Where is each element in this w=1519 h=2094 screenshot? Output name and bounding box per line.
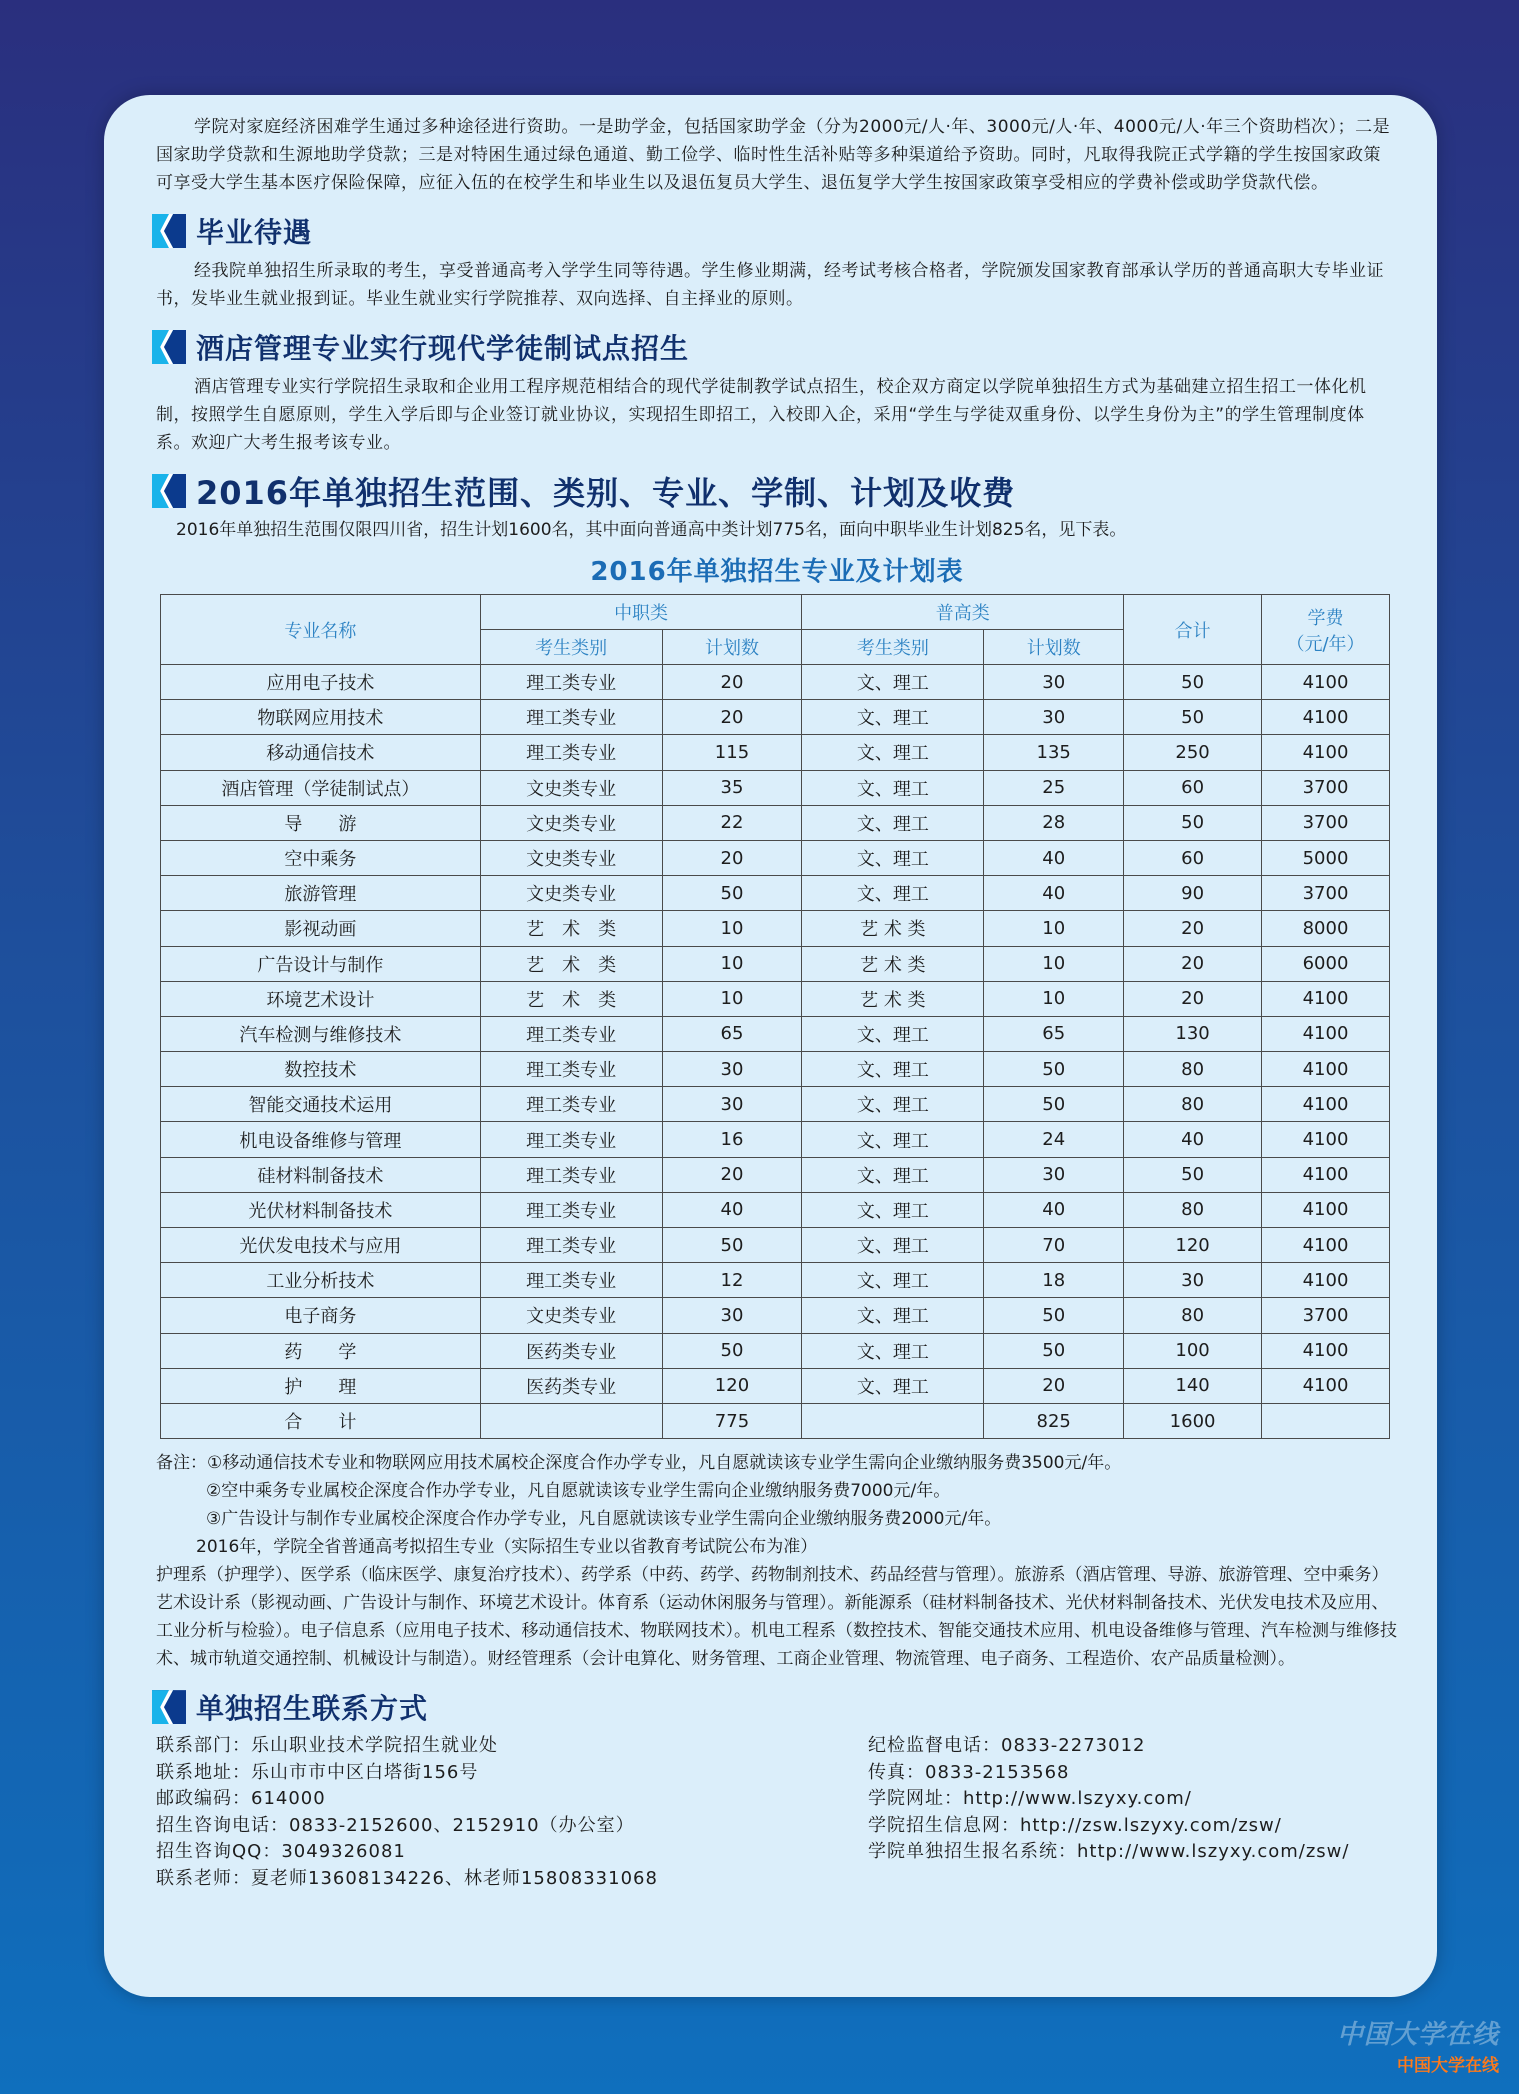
cell-zz-category: 理工类专业 bbox=[480, 1052, 662, 1087]
cell-fee: 4100 bbox=[1262, 981, 1390, 1016]
cell-zz-category: 理工类专业 bbox=[480, 735, 662, 770]
section-header-graduation bbox=[152, 211, 1398, 251]
cell-zz-category: 文史类专业 bbox=[480, 805, 662, 840]
cell-total: 60 bbox=[1124, 840, 1262, 875]
cell-total: 80 bbox=[1124, 1052, 1262, 1087]
section-title: 单独招生联系方式 bbox=[196, 1692, 429, 1726]
table-row bbox=[161, 1298, 1390, 1333]
cell-fee: 4100 bbox=[1262, 1263, 1390, 1298]
cell-total: 90 bbox=[1124, 876, 1262, 911]
cell-pg-plan: 135 bbox=[984, 735, 1124, 770]
cell-total: 20 bbox=[1124, 946, 1262, 981]
cell-pg-plan: 70 bbox=[984, 1228, 1124, 1263]
cell-fee: 4100 bbox=[1262, 700, 1390, 735]
cell-zz-category: 理工类专业 bbox=[480, 700, 662, 735]
cell-pg-plan: 24 bbox=[984, 1122, 1124, 1157]
content-body bbox=[156, 113, 1398, 1892]
cell-major: 护 理 bbox=[161, 1368, 481, 1403]
cell-fee: 3700 bbox=[1262, 1298, 1390, 1333]
cell-pg-category: 文、理工 bbox=[802, 1228, 984, 1263]
table-row bbox=[161, 1122, 1390, 1157]
table-row bbox=[161, 1368, 1390, 1403]
cell-zz-plan: 20 bbox=[662, 840, 802, 875]
cell-total: 80 bbox=[1124, 1298, 1262, 1333]
cell-fee: 8000 bbox=[1262, 911, 1390, 946]
note-majors-heading: 2016年，学院全省普通高考拟招生专业（实际招生专业以省教育考试院公布为准） bbox=[196, 1537, 818, 1558]
total-cell-pg-category bbox=[802, 1403, 984, 1438]
cell-fee: 4100 bbox=[1262, 1052, 1390, 1087]
contact-address: 联系地址：乐山市市中区白塔街156号 bbox=[156, 1761, 479, 1783]
cell-pg-plan: 20 bbox=[984, 1368, 1124, 1403]
header-plan: 计划数 bbox=[984, 630, 1124, 665]
cell-total: 30 bbox=[1124, 1263, 1262, 1298]
cell-pg-plan: 30 bbox=[984, 665, 1124, 700]
cell-fee: 4100 bbox=[1262, 1228, 1390, 1263]
cell-zz-plan: 16 bbox=[662, 1122, 802, 1157]
cell-major: 数控技术 bbox=[161, 1052, 481, 1087]
cell-major: 电子商务 bbox=[161, 1298, 481, 1333]
note-2: ②空中乘务专业属校企深度合作办学专业，凡自愿就读该专业学生需向企业缴纳服务费7000元/年。 bbox=[206, 1481, 951, 1502]
cell-pg-category: 文、理工 bbox=[802, 1192, 984, 1227]
hotel-paragraph: 酒店管理专业实行学院招生录取和企业用工程序规范相结合的现代学徒制教学试点招生，校企双方商定以学院单独招生方式为基础建立招生招工一体化机制，按照学生自愿原则，学生入学后即与企业签订就业协议，实现招生即招工，入校即入企，采用“学生与学徒双重身份、以学生身份为主”的学生管理制度体系。欢迎广大考生报考该专业。 bbox=[156, 377, 1367, 453]
header-putong: 普高类 bbox=[802, 595, 1124, 630]
cell-zz-category: 医药类专业 bbox=[480, 1368, 662, 1403]
table-row bbox=[161, 665, 1390, 700]
cell-zz-category: 理工类专业 bbox=[480, 1087, 662, 1122]
cell-total: 130 bbox=[1124, 1016, 1262, 1051]
content-card bbox=[104, 95, 1437, 1997]
table-row bbox=[161, 735, 1390, 770]
cell-pg-category: 文、理工 bbox=[802, 1368, 984, 1403]
cell-pg-plan: 50 bbox=[984, 1298, 1124, 1333]
cell-pg-category: 艺 术 类 bbox=[802, 911, 984, 946]
table-row bbox=[161, 840, 1390, 875]
total-cell-zz-category bbox=[480, 1403, 662, 1438]
cell-total: 60 bbox=[1124, 770, 1262, 805]
cell-zz-category: 医药类专业 bbox=[480, 1333, 662, 1368]
cell-total: 50 bbox=[1124, 700, 1262, 735]
aid-paragraph: 学院对家庭经济困难学生通过多种途径进行资助。一是助学金，包括国家助学金（分为2000元/人·年、3000元/人·年、4000元/人·年三个资助档次）；二是国家助学贷款和生源地助学贷款；三是对特困生通过绿色通道、勤工俭学、临时性生活补贴等多种渠道给予资助。同时，凡取得我院正式学籍的学生按国家政策可享受大学生基本医疗保险保障，应征入伍的在校学生和毕业生以及退伍复员大学生、退伍复学大学生按国家政策享受相应的学费补偿或助学贷款代偿。 bbox=[156, 117, 1391, 193]
cell-fee: 4100 bbox=[1262, 1368, 1390, 1403]
cell-major: 智能交通技术运用 bbox=[161, 1087, 481, 1122]
cell-zz-category: 艺 术 类 bbox=[480, 946, 662, 981]
cell-zz-category: 理工类专业 bbox=[480, 1228, 662, 1263]
cell-total: 140 bbox=[1124, 1368, 1262, 1403]
header-major: 专业名称 bbox=[161, 595, 481, 665]
section-marker-icon bbox=[152, 214, 186, 248]
cell-pg-category: 文、理工 bbox=[802, 876, 984, 911]
section-marker-icon bbox=[152, 474, 186, 508]
cell-pg-category: 文、理工 bbox=[802, 1333, 984, 1368]
cell-fee: 3700 bbox=[1262, 876, 1390, 911]
contact-supervision-phone: 纪检监督电话：0833-2273012 bbox=[868, 1735, 1146, 1757]
cell-pg-category: 艺 术 类 bbox=[802, 981, 984, 1016]
cell-zz-plan: 50 bbox=[662, 1333, 802, 1368]
table-row bbox=[161, 1157, 1390, 1192]
contact-fax: 传真：0833-2153568 bbox=[868, 1761, 1070, 1783]
cell-major: 物联网应用技术 bbox=[161, 700, 481, 735]
notes bbox=[156, 1449, 1398, 1673]
total-cell-zz-plan: 775 bbox=[662, 1403, 802, 1438]
header-category: 考生类别 bbox=[480, 630, 662, 665]
cell-zz-plan: 20 bbox=[662, 700, 802, 735]
cell-total: 50 bbox=[1124, 665, 1262, 700]
section-title: 酒店管理专业实行现代学徒制试点招生 bbox=[196, 332, 690, 365]
cell-major: 广告设计与制作 bbox=[161, 946, 481, 981]
cell-pg-category: 文、理工 bbox=[802, 1016, 984, 1051]
cell-zz-plan: 40 bbox=[662, 1192, 802, 1227]
header-fee-label: 学费 bbox=[1307, 607, 1344, 629]
contact-admissions-site-link[interactable]: 学院招生信息网：http://zsw.lszyxy.com/zsw/ bbox=[868, 1814, 1282, 1836]
cell-major: 光伏发电技术与应用 bbox=[161, 1228, 481, 1263]
cell-major: 导 游 bbox=[161, 805, 481, 840]
cell-zz-plan: 12 bbox=[662, 1263, 802, 1298]
cell-pg-plan: 30 bbox=[984, 700, 1124, 735]
cell-major: 环境艺术设计 bbox=[161, 981, 481, 1016]
cell-zz-plan: 20 bbox=[662, 665, 802, 700]
cell-zz-category: 理工类专业 bbox=[480, 665, 662, 700]
cell-total: 20 bbox=[1124, 911, 1262, 946]
cell-pg-plan: 10 bbox=[984, 946, 1124, 981]
cell-total: 250 bbox=[1124, 735, 1262, 770]
cell-fee: 4100 bbox=[1262, 1333, 1390, 1368]
cell-pg-plan: 10 bbox=[984, 981, 1124, 1016]
cell-zz-plan: 10 bbox=[662, 981, 802, 1016]
table-row bbox=[161, 1192, 1390, 1227]
contact-postcode: 邮政编码：614000 bbox=[156, 1788, 326, 1810]
cell-pg-plan: 50 bbox=[984, 1087, 1124, 1122]
cell-zz-category: 文史类专业 bbox=[480, 1298, 662, 1333]
scope-intro: 2016年单独招生范围仅限四川省，招生计划1600名，其中面向普通高中类计划775名，面向中职毕业生计划825名，见下表。 bbox=[176, 520, 1127, 540]
cell-zz-plan: 10 bbox=[662, 911, 802, 946]
table-row bbox=[161, 911, 1390, 946]
cell-major: 硅材料制备技术 bbox=[161, 1157, 481, 1192]
cell-zz-category: 艺 术 类 bbox=[480, 911, 662, 946]
cell-pg-category: 文、理工 bbox=[802, 735, 984, 770]
cell-pg-plan: 50 bbox=[984, 1333, 1124, 1368]
cell-zz-plan: 35 bbox=[662, 770, 802, 805]
cell-major: 光伏材料制备技术 bbox=[161, 1192, 481, 1227]
cell-pg-plan: 28 bbox=[984, 805, 1124, 840]
section-title: 毕业待遇 bbox=[196, 216, 313, 249]
header-fee-unit: （元/年） bbox=[1286, 633, 1365, 655]
cell-zz-category: 文史类专业 bbox=[480, 770, 662, 805]
watermark-text: 中国大学在线 bbox=[1397, 2056, 1499, 2076]
cell-zz-plan: 120 bbox=[662, 1368, 802, 1403]
cell-fee: 5000 bbox=[1262, 840, 1390, 875]
note-majors-list: 护理系（护理学）、医学系（临床医学、康复治疗技术）、药学系（中药、药学、药物制剂技术、药品经营与管理）。旅游系（酒店管理、导游、旅游管理、空中乘务）艺术设计系（影视动画、广告设计与制作、环境艺术设计。体育系（运动休闲服务与管理）。新能源系（硅材料制备技术、光伏材料制备技术、光伏发电技术及应用、工业分析与检验）。电子信息系（应用电子技术、移动通信技术、物联网技术）。机电工程系（数控技术、智能交通技术应用、机电设备维修与管理、汽车检测与维修技术、城市轨道交通控制、机械设计与制造）。财经管理系（会计电算化、财务管理、工商企业管理、物流管理、电子商务、工程造价、农产品质量检测）。 bbox=[156, 1565, 1397, 1670]
table-row bbox=[161, 876, 1390, 911]
cell-pg-plan: 30 bbox=[984, 1157, 1124, 1192]
cell-major: 影视动画 bbox=[161, 911, 481, 946]
total-cell-total: 1600 bbox=[1124, 1403, 1262, 1438]
cell-pg-category: 文、理工 bbox=[802, 1298, 984, 1333]
section-header-scope bbox=[152, 471, 1398, 511]
cell-zz-plan: 50 bbox=[662, 1228, 802, 1263]
cell-zz-category: 理工类专业 bbox=[480, 1157, 662, 1192]
cell-pg-plan: 25 bbox=[984, 770, 1124, 805]
table-row bbox=[161, 981, 1390, 1016]
cell-fee: 4100 bbox=[1262, 1122, 1390, 1157]
cell-fee: 4100 bbox=[1262, 1157, 1390, 1192]
cell-major: 移动通信技术 bbox=[161, 735, 481, 770]
contact-department: 联系部门：乐山职业技术学院招生就业处 bbox=[156, 1735, 498, 1757]
cell-pg-plan: 50 bbox=[984, 1052, 1124, 1087]
cell-total: 50 bbox=[1124, 805, 1262, 840]
cell-fee: 4100 bbox=[1262, 735, 1390, 770]
cell-zz-plan: 30 bbox=[662, 1087, 802, 1122]
cell-pg-category: 文、理工 bbox=[802, 1122, 984, 1157]
cell-pg-category: 文、理工 bbox=[802, 805, 984, 840]
cell-pg-category: 文、理工 bbox=[802, 665, 984, 700]
cell-total: 50 bbox=[1124, 1157, 1262, 1192]
cell-fee: 6000 bbox=[1262, 946, 1390, 981]
cell-zz-plan: 20 bbox=[662, 1157, 802, 1192]
table-row bbox=[161, 1087, 1390, 1122]
watermark-logo: 中国大学在线 bbox=[1336, 2020, 1499, 2050]
cell-major: 药 学 bbox=[161, 1333, 481, 1368]
table-row bbox=[161, 946, 1390, 981]
cell-total: 20 bbox=[1124, 981, 1262, 1016]
cell-major: 空中乘务 bbox=[161, 840, 481, 875]
cell-zz-plan: 65 bbox=[662, 1016, 802, 1051]
cell-total: 80 bbox=[1124, 1087, 1262, 1122]
cell-total: 100 bbox=[1124, 1333, 1262, 1368]
cell-major: 酒店管理（学徒制试点） bbox=[161, 770, 481, 805]
section-title: 2016年单独招生范围、类别、专业、学制、计划及收费 bbox=[196, 474, 1016, 512]
table-title: 2016年单独招生专业及计划表 bbox=[590, 557, 964, 587]
cell-pg-category: 艺 术 类 bbox=[802, 946, 984, 981]
graduation-paragraph: 经我院单独招生所录取的考生，享受普通高考入学学生同等待遇。学生修业期满，经考试考核合格者，学院颁发国家教育部承认学历的普通高职大专毕业证书，发毕业生就业报到证。毕业生就业实行学院推荐、双向选择、自主择业的原则。 bbox=[156, 261, 1384, 309]
header-total: 合计 bbox=[1124, 595, 1262, 665]
cell-zz-category: 理工类专业 bbox=[480, 1263, 662, 1298]
cell-fee: 3700 bbox=[1262, 805, 1390, 840]
cell-total: 120 bbox=[1124, 1228, 1262, 1263]
table-row bbox=[161, 1333, 1390, 1368]
contact-qq: 招生咨询QQ：3049326081 bbox=[156, 1841, 406, 1863]
section-header-hotel bbox=[152, 327, 1398, 367]
note-1: 备注：①移动通信技术专业和物联网应用技术属校企深度合作办学专业，凡自愿就读该专业学生需向企业缴纳服务费3500元/年。 bbox=[156, 1453, 1122, 1474]
cell-pg-plan: 10 bbox=[984, 911, 1124, 946]
cell-zz-category: 文史类专业 bbox=[480, 876, 662, 911]
cell-fee: 4100 bbox=[1262, 1016, 1390, 1051]
cell-major: 工业分析技术 bbox=[161, 1263, 481, 1298]
cell-zz-category: 理工类专业 bbox=[480, 1192, 662, 1227]
table-row bbox=[161, 1052, 1390, 1087]
cell-pg-category: 文、理工 bbox=[802, 1052, 984, 1087]
cell-pg-plan: 18 bbox=[984, 1263, 1124, 1298]
cell-pg-category: 文、理工 bbox=[802, 700, 984, 735]
contact-phone: 招生咨询电话：0833-2152600、2152910（办公室） bbox=[156, 1814, 635, 1836]
total-cell-major: 合 计 bbox=[161, 1403, 481, 1438]
cell-major: 旅游管理 bbox=[161, 876, 481, 911]
plan-table-body bbox=[161, 665, 1390, 1439]
contact-registration-link[interactable]: 学院单独招生报名系统：http://www.lszyxy.com/zsw/ bbox=[868, 1841, 1350, 1863]
cell-total: 80 bbox=[1124, 1192, 1262, 1227]
cell-zz-category: 艺 术 类 bbox=[480, 981, 662, 1016]
cell-fee: 4100 bbox=[1262, 1087, 1390, 1122]
section-header-contact bbox=[152, 1687, 1398, 1727]
cell-pg-category: 文、理工 bbox=[802, 770, 984, 805]
cell-fee: 4100 bbox=[1262, 1192, 1390, 1227]
cell-zz-category: 理工类专业 bbox=[480, 1122, 662, 1157]
contact-teachers: 联系老师：夏老师13608134226、林老师15808331068 bbox=[156, 1867, 658, 1889]
contact-right bbox=[868, 1733, 1349, 1892]
header-fee bbox=[1262, 595, 1390, 665]
cell-zz-plan: 30 bbox=[662, 1052, 802, 1087]
note-3: ③广告设计与制作专业属校企深度合作办学专业，凡自愿就读该专业学生需向企业缴纳服务费2000元/年。 bbox=[206, 1509, 1002, 1530]
section-marker-icon bbox=[152, 1690, 186, 1724]
cell-major: 汽车检测与维修技术 bbox=[161, 1016, 481, 1051]
table-total-row bbox=[161, 1403, 1390, 1438]
header-zhongzhi: 中职类 bbox=[480, 595, 802, 630]
total-cell-pg-plan: 825 bbox=[984, 1403, 1124, 1438]
total-cell-fee bbox=[1262, 1403, 1390, 1438]
table-row bbox=[161, 805, 1390, 840]
contact-info bbox=[156, 1733, 1398, 1892]
table-row bbox=[161, 1228, 1390, 1263]
header-plan: 计划数 bbox=[662, 630, 802, 665]
contact-website-link[interactable]: 学院网址：http://www.lszyxy.com/ bbox=[868, 1788, 1192, 1810]
cell-zz-plan: 22 bbox=[662, 805, 802, 840]
cell-zz-category: 理工类专业 bbox=[480, 1016, 662, 1051]
cell-pg-plan: 40 bbox=[984, 876, 1124, 911]
cell-pg-category: 文、理工 bbox=[802, 840, 984, 875]
contact-left bbox=[156, 1733, 868, 1892]
cell-major: 机电设备维修与管理 bbox=[161, 1122, 481, 1157]
cell-fee: 4100 bbox=[1262, 665, 1390, 700]
table-row bbox=[161, 700, 1390, 735]
cell-pg-category: 文、理工 bbox=[802, 1087, 984, 1122]
table-row bbox=[161, 1263, 1390, 1298]
cell-total: 40 bbox=[1124, 1122, 1262, 1157]
table-row bbox=[161, 1016, 1390, 1051]
cell-pg-category: 文、理工 bbox=[802, 1157, 984, 1192]
cell-pg-plan: 65 bbox=[984, 1016, 1124, 1051]
watermark bbox=[1337, 2014, 1499, 2076]
cell-pg-plan: 40 bbox=[984, 1192, 1124, 1227]
cell-zz-plan: 30 bbox=[662, 1298, 802, 1333]
plan-table bbox=[160, 594, 1390, 1439]
table-row bbox=[161, 770, 1390, 805]
cell-pg-plan: 40 bbox=[984, 840, 1124, 875]
cell-major: 应用电子技术 bbox=[161, 665, 481, 700]
header-category: 考生类别 bbox=[802, 630, 984, 665]
section-marker-icon bbox=[152, 330, 186, 364]
cell-zz-plan: 115 bbox=[662, 735, 802, 770]
cell-zz-plan: 50 bbox=[662, 876, 802, 911]
cell-pg-category: 文、理工 bbox=[802, 1263, 984, 1298]
cell-fee: 3700 bbox=[1262, 770, 1390, 805]
cell-zz-category: 文史类专业 bbox=[480, 840, 662, 875]
cell-zz-plan: 10 bbox=[662, 946, 802, 981]
